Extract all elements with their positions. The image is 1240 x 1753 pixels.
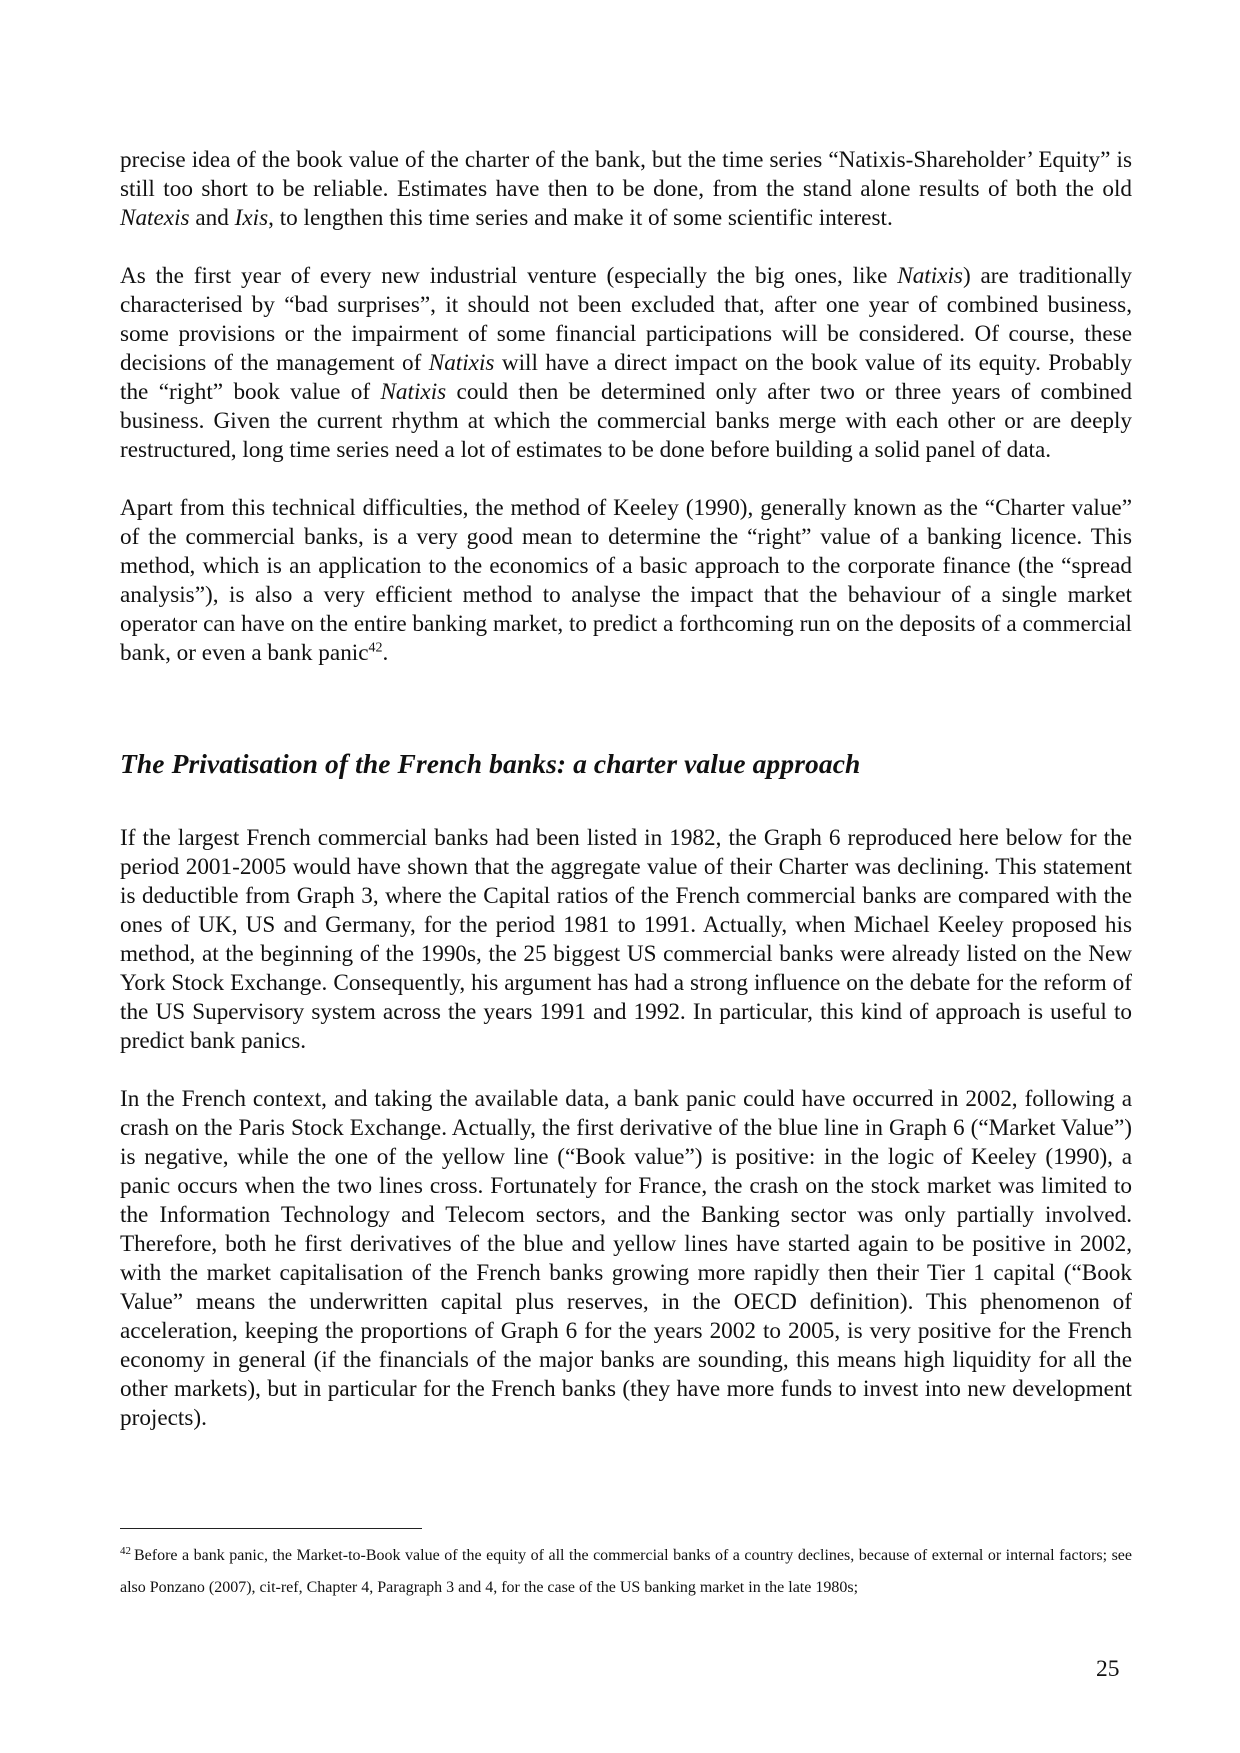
paragraph: If the largest French commercial banks had been listed in 1982, the Graph 6 reproduced here below for the period 2001-2005 would have shown that the aggregate value of their Charter was declining. This statement is deductible from Graph 3, where the Capital ratios of the French commercial banks are compared with the ones of UK, US and Germany, for the period 1981 to 1991. Actually, when Michael Keeley proposed his method, at the beginning of the 1990s, the 25 biggest US commercial banks were already listed on the New York Stock Exchange. Consequently, his argument has had a strong influence on the debate for the reform of the US Supervisory system across the years 1991 and 1992. In particular, this kind of approach is useful to predict bank panics.: [120, 825, 1132, 1054]
footnote: [120, 1540, 1132, 1604]
body-text: [120, 146, 1132, 668]
footnote-number: 42: [120, 1544, 131, 1557]
paragraph: precise idea of the book value of the charter of the bank, but the time series “Natixis-Shareholder’ Equity” is still too short to be reliable. Estimates have then to be done, from the stand alone results of both the old Natexis and Ixis, to lengthen this time series and make it of some scientific interest.: [120, 147, 1132, 231]
section-body: [120, 824, 1132, 1433]
footnote-text: Before a bank panic, the Market-to-Book value of the equity of all the commercial banks of a country declines, because of external or internal factors; see also Ponzano (2007), cit-ref, Chapter 4, Paragraph 3 and 4, for the case of the US banking market in the late 1980s;: [120, 1547, 1132, 1596]
paragraph: Apart from this technical difficulties, the method of Keeley (1990), generally known as the “Charter value” of the commercial banks, is a very good mean to determine the “right” value of a banking licence. This method, which is an application to the economics of a basic approach to the corporate finance (the “spread analysis”), is also a very efficient method to analyse the impact that the behaviour of a single market operator can have on the entire banking market, to predict a forthcoming run on the deposits of a commercial bank, or even a bank panic$^{42}$.: [120, 495, 1132, 666]
footnote-separator: [120, 1528, 422, 1529]
paragraph: As the first year of every new industrial venture (especially the big ones, like Natixis) are traditionally characterised by “bad surprises”, it should not been excluded that, after one year of combined business, some provisions or the impairment of some financial participations will be considered. Of course, these decisions of the management of Natixis will have a direct impact on the book value of its equity. Probably the “right” book value of Natixis could then be determined only after two or three years of combined business. Given the current rhythm at which the commercial banks merge with each other or are deeply restructured, long time series need a lot of estimates to be done before building a solid panel of data.: [120, 263, 1132, 463]
paragraph: In the French context, and taking the available data, a bank panic could have occurred in 2002, following a crash on the Paris Stock Exchange. Actually, the first derivative of the blue line in Graph 6 (“Market Value”) is negative, while the one of the yellow line (“Book value”) is positive: in the logic of Keeley (1990), a panic occurs when the two lines cross. Fortunately for France, the crash on the stock market was limited to the Information Technology and Telecom sectors, and the Banking sector was only partially involved. Therefore, both he first derivatives of the blue and yellow lines have started again to be positive in 2002, with the market capitalisation of the French banks growing more rapidly then their Tier 1 capital (“Book Value” means the underwritten capital plus reserves, in the OECD definition). This phenomenon of acceleration, keeping the proportions of Graph 6 for the years 2002 to 2005, is very positive for the French economy in general (if the financials of the major banks are sounding, this means high liquidity for all the other markets), but in particular for the French banks (they have more funds to invest into new development projects).: [120, 1086, 1132, 1431]
section-heading: The Privatisation of the French banks: a charter value approach: [120, 748, 861, 779]
page-number: 25: [1096, 1656, 1120, 1682]
